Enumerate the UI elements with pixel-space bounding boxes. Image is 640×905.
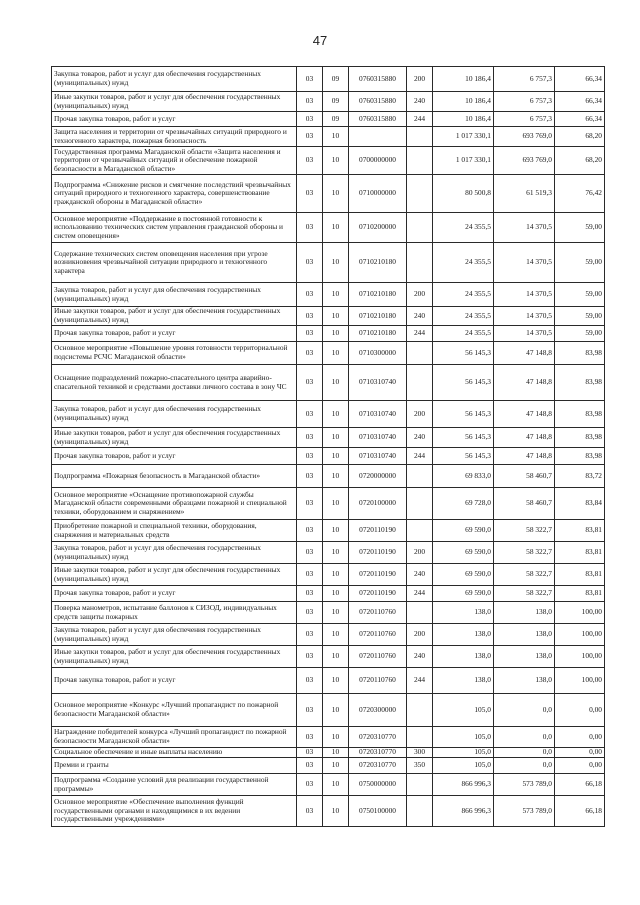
row-planned-amount: 24 355,5 (433, 307, 494, 326)
row-subsection-code: 10 (323, 727, 349, 748)
row-executed-amount: 138,0 (494, 668, 555, 694)
row-executed-amount: 47 148,8 (494, 342, 555, 365)
row-subsection-code: 10 (323, 624, 349, 646)
row-planned-amount: 56 145,3 (433, 448, 494, 465)
row-section-code: 03 (297, 646, 323, 668)
row-section-code: 03 (297, 602, 323, 624)
row-planned-amount: 24 355,5 (433, 243, 494, 283)
row-subsection-code: 10 (323, 243, 349, 283)
row-name: Иные закупки товаров, работ и услуг для обеспечения государственных (муниципальных) нужд (52, 92, 297, 112)
row-subsection-code: 10 (323, 465, 349, 488)
row-subsection-code: 10 (323, 127, 349, 147)
row-planned-amount: 56 145,3 (433, 401, 494, 428)
row-name: Прочая закупка товаров, работ и услуг (52, 668, 297, 694)
row-executed-amount: 61 519,3 (494, 175, 555, 213)
row-expense-type (407, 774, 433, 796)
row-target-article: 0710210180 (349, 283, 407, 307)
row-name: Прочая закупка товаров, работ и услуг (52, 112, 297, 127)
row-section-code: 03 (297, 243, 323, 283)
row-planned-amount: 56 145,3 (433, 428, 494, 448)
row-executed-amount: 138,0 (494, 646, 555, 668)
row-planned-amount: 10 186,4 (433, 92, 494, 112)
row-section-code: 03 (297, 488, 323, 520)
row-execution-percent: 68,20 (555, 147, 605, 175)
table-row (52, 602, 605, 624)
row-expense-type: 240 (407, 646, 433, 668)
table-row (52, 564, 605, 586)
row-planned-amount: 138,0 (433, 624, 494, 646)
row-execution-percent: 0,00 (555, 748, 605, 758)
row-section-code: 03 (297, 428, 323, 448)
row-execution-percent: 66,34 (555, 112, 605, 127)
row-executed-amount: 138,0 (494, 602, 555, 624)
row-execution-percent: 83,98 (555, 365, 605, 401)
row-section-code: 03 (297, 542, 323, 564)
row-executed-amount: 0,0 (494, 748, 555, 758)
row-execution-percent: 59,00 (555, 326, 605, 342)
row-subsection-code: 09 (323, 112, 349, 127)
row-name: Прочая закупка товаров, работ и услуг (52, 326, 297, 342)
row-expense-type (407, 147, 433, 175)
row-target-article: 0720110190 (349, 586, 407, 602)
row-target-article: 0720000000 (349, 465, 407, 488)
row-expense-type (407, 127, 433, 147)
table-row (52, 774, 605, 796)
row-name: Содержание технических систем оповещения населения при угрозе возникновения чрезвычайной ситуации природного и техногенного характера (52, 243, 297, 283)
row-section-code: 03 (297, 112, 323, 127)
table-row (52, 758, 605, 774)
row-planned-amount: 69 833,0 (433, 465, 494, 488)
row-executed-amount: 14 370,5 (494, 213, 555, 243)
row-subsection-code: 10 (323, 213, 349, 243)
row-expense-type: 240 (407, 92, 433, 112)
row-section-code: 03 (297, 67, 323, 92)
row-target-article: 0720310770 (349, 758, 407, 774)
row-expense-type (407, 243, 433, 283)
row-executed-amount: 58 460,7 (494, 488, 555, 520)
table-row (52, 748, 605, 758)
row-target-article: 0710310740 (349, 401, 407, 428)
row-execution-percent: 68,20 (555, 127, 605, 147)
row-executed-amount: 14 370,5 (494, 307, 555, 326)
row-section-code: 03 (297, 465, 323, 488)
row-execution-percent: 100,00 (555, 602, 605, 624)
row-planned-amount: 105,0 (433, 748, 494, 758)
row-target-article: 0750000000 (349, 774, 407, 796)
table-row (52, 448, 605, 465)
row-planned-amount: 138,0 (433, 646, 494, 668)
row-expense-type (407, 520, 433, 542)
row-executed-amount: 138,0 (494, 624, 555, 646)
table-row (52, 112, 605, 127)
row-expense-type: 244 (407, 448, 433, 465)
row-target-article: 0710000000 (349, 175, 407, 213)
row-executed-amount: 573 789,0 (494, 774, 555, 796)
table-row (52, 520, 605, 542)
row-execution-percent: 83,72 (555, 465, 605, 488)
row-subsection-code: 10 (323, 307, 349, 326)
row-section-code: 03 (297, 727, 323, 748)
row-expense-type (407, 342, 433, 365)
row-executed-amount: 58 322,7 (494, 586, 555, 602)
row-planned-amount: 69 590,0 (433, 564, 494, 586)
row-target-article: 0720310770 (349, 748, 407, 758)
row-executed-amount: 47 148,8 (494, 428, 555, 448)
row-target-article: 0710300000 (349, 342, 407, 365)
row-execution-percent: 100,00 (555, 646, 605, 668)
row-subsection-code: 10 (323, 586, 349, 602)
row-name: Прочая закупка товаров, работ и услуг (52, 586, 297, 602)
table-row (52, 326, 605, 342)
row-expense-type: 350 (407, 758, 433, 774)
row-target-article: 0700000000 (349, 147, 407, 175)
row-name: Государственная программа Магаданской области «Защита населения и территории от чрезвычайных ситуаций и обеспечение пожарной безопасности в Магаданской области» (52, 147, 297, 175)
table-row (52, 307, 605, 326)
table-row (52, 694, 605, 727)
row-planned-amount: 10 186,4 (433, 67, 494, 92)
row-subsection-code: 09 (323, 92, 349, 112)
row-name: Основное мероприятие «Оснащение противопожарной службы Магаданской области современными образцами пожарной и специальной техники, оборудованием и снаряжением» (52, 488, 297, 520)
row-name: Основное мероприятие «Повышение уровня готовности территориальной подсистемы РСЧС Магаданской области» (52, 342, 297, 365)
row-expense-type: 200 (407, 542, 433, 564)
row-expense-type (407, 213, 433, 243)
table-row (52, 365, 605, 401)
row-section-code: 03 (297, 624, 323, 646)
row-subsection-code: 10 (323, 342, 349, 365)
row-name: Приобретение пожарной и специальной техники, оборудования, снаряжения и материальных средств (52, 520, 297, 542)
row-planned-amount: 10 186,4 (433, 112, 494, 127)
row-section-code: 03 (297, 365, 323, 401)
row-target-article: 0710310740 (349, 365, 407, 401)
row-name: Основное мероприятие «Конкурс «Лучший пропагандист по пожарной безопасности Магаданской области» (52, 694, 297, 727)
row-section-code: 03 (297, 307, 323, 326)
row-planned-amount: 105,0 (433, 758, 494, 774)
row-target-article: 0720110190 (349, 520, 407, 542)
row-subsection-code: 10 (323, 488, 349, 520)
row-expense-type: 200 (407, 401, 433, 428)
row-section-code: 03 (297, 326, 323, 342)
row-planned-amount: 24 355,5 (433, 283, 494, 307)
row-name: Награждение победителей конкурса «Лучший пропагандист по пожарной безопасности Магаданской области» (52, 727, 297, 748)
row-planned-amount: 1 017 330,1 (433, 147, 494, 175)
row-name: Основное мероприятие «Поддержание в постоянной готовности к использованию технических систем управления гражданской обороны и систем оповещения» (52, 213, 297, 243)
row-name: Социальное обеспечение и иные выплаты населению (52, 748, 297, 758)
table-row (52, 646, 605, 668)
row-executed-amount: 58 322,7 (494, 542, 555, 564)
page-number: 47 (312, 33, 328, 48)
table-row (52, 92, 605, 112)
row-section-code: 03 (297, 147, 323, 175)
row-subsection-code: 10 (323, 326, 349, 342)
row-execution-percent: 59,00 (555, 307, 605, 326)
table-row (52, 796, 605, 827)
row-target-article: 0720300000 (349, 694, 407, 727)
row-section-code: 03 (297, 668, 323, 694)
row-subsection-code: 10 (323, 283, 349, 307)
row-expense-type (407, 488, 433, 520)
table-body (52, 67, 605, 827)
row-subsection-code: 10 (323, 542, 349, 564)
row-planned-amount: 24 355,5 (433, 326, 494, 342)
row-execution-percent: 83,81 (555, 542, 605, 564)
row-executed-amount: 47 148,8 (494, 448, 555, 465)
row-subsection-code: 10 (323, 147, 349, 175)
row-execution-percent: 66,34 (555, 92, 605, 112)
row-section-code: 03 (297, 342, 323, 365)
row-execution-percent: 0,00 (555, 758, 605, 774)
row-section-code: 03 (297, 175, 323, 213)
row-expense-type: 300 (407, 748, 433, 758)
row-expense-type: 240 (407, 428, 433, 448)
row-subsection-code: 10 (323, 448, 349, 465)
row-executed-amount: 6 757,3 (494, 112, 555, 127)
table-row (52, 465, 605, 488)
row-execution-percent: 66,34 (555, 67, 605, 92)
row-execution-percent: 83,81 (555, 586, 605, 602)
row-expense-type (407, 796, 433, 827)
table-row (52, 342, 605, 365)
table-row (52, 668, 605, 694)
row-subsection-code: 10 (323, 694, 349, 727)
table-row (52, 67, 605, 92)
row-section-code: 03 (297, 401, 323, 428)
row-name: Подпрограмма «Снижение рисков и смягчение последствий чрезвычайных ситуаций природного и техногенного характера, совершенствование гражданской обороны в Магаданской области» (52, 175, 297, 213)
row-executed-amount: 14 370,5 (494, 243, 555, 283)
row-expense-type: 200 (407, 283, 433, 307)
table-row (52, 401, 605, 428)
table-row (52, 175, 605, 213)
row-name: Подпрограмма «Пожарная безопасность в Магаданской области» (52, 465, 297, 488)
row-subsection-code: 10 (323, 428, 349, 448)
table-row (52, 488, 605, 520)
table-row (52, 283, 605, 307)
row-name: Премии и гранты (52, 758, 297, 774)
row-target-article: 0710210180 (349, 326, 407, 342)
row-subsection-code: 10 (323, 668, 349, 694)
row-planned-amount: 866 996,3 (433, 774, 494, 796)
row-execution-percent: 83,84 (555, 488, 605, 520)
row-section-code: 03 (297, 448, 323, 465)
row-section-code: 03 (297, 694, 323, 727)
table-row (52, 127, 605, 147)
row-expense-type: 244 (407, 668, 433, 694)
row-executed-amount: 47 148,8 (494, 401, 555, 428)
row-expense-type: 240 (407, 564, 433, 586)
row-target-article: 0720310770 (349, 727, 407, 748)
row-expense-type (407, 365, 433, 401)
row-executed-amount: 693 769,0 (494, 147, 555, 175)
row-target-article: 0710200000 (349, 213, 407, 243)
row-execution-percent: 83,98 (555, 401, 605, 428)
row-target-article: 0710210180 (349, 307, 407, 326)
row-executed-amount: 47 148,8 (494, 365, 555, 401)
row-name: Иные закупки товаров, работ и услуг для обеспечения государственных (муниципальных) нужд (52, 646, 297, 668)
row-target-article: 0760315880 (349, 92, 407, 112)
row-section-code: 03 (297, 92, 323, 112)
row-target-article: 0720110190 (349, 564, 407, 586)
row-executed-amount: 0,0 (494, 694, 555, 727)
row-execution-percent: 59,00 (555, 283, 605, 307)
row-name: Поверка манометров, испытание баллонов к СИЗОД, индивидуальных средств защиты пожарных (52, 602, 297, 624)
row-target-article: 0720110190 (349, 542, 407, 564)
row-target-article: 0720100000 (349, 488, 407, 520)
row-executed-amount: 0,0 (494, 727, 555, 748)
row-name: Прочая закупка товаров, работ и услуг (52, 448, 297, 465)
row-planned-amount: 866 996,3 (433, 796, 494, 827)
row-expense-type: 244 (407, 326, 433, 342)
row-target-article (349, 127, 407, 147)
row-section-code: 03 (297, 748, 323, 758)
row-expense-type: 244 (407, 586, 433, 602)
row-target-article: 0710310740 (349, 428, 407, 448)
row-section-code: 03 (297, 758, 323, 774)
row-execution-percent: 0,00 (555, 727, 605, 748)
row-name: Закупка товаров, работ и услуг для обеспечения государственных (муниципальных) нужд (52, 67, 297, 92)
row-execution-percent: 0,00 (555, 694, 605, 727)
row-planned-amount: 138,0 (433, 668, 494, 694)
row-execution-percent: 83,81 (555, 520, 605, 542)
row-target-article: 0710310740 (349, 448, 407, 465)
row-expense-type: 244 (407, 112, 433, 127)
row-execution-percent: 100,00 (555, 668, 605, 694)
table-row (52, 428, 605, 448)
row-executed-amount: 6 757,3 (494, 67, 555, 92)
row-subsection-code: 10 (323, 758, 349, 774)
row-target-article: 0720110760 (349, 624, 407, 646)
row-execution-percent: 100,00 (555, 624, 605, 646)
budget-execution-table (51, 66, 605, 827)
row-planned-amount: 1 017 330,1 (433, 127, 494, 147)
row-execution-percent: 66,18 (555, 774, 605, 796)
table-row (52, 624, 605, 646)
row-executed-amount: 14 370,5 (494, 326, 555, 342)
row-planned-amount: 56 145,3 (433, 365, 494, 401)
row-planned-amount: 69 590,0 (433, 586, 494, 602)
row-execution-percent: 83,98 (555, 342, 605, 365)
row-executed-amount: 14 370,5 (494, 283, 555, 307)
row-planned-amount: 105,0 (433, 694, 494, 727)
row-target-article: 0710210180 (349, 243, 407, 283)
row-planned-amount: 69 590,0 (433, 520, 494, 542)
row-expense-type: 240 (407, 307, 433, 326)
row-planned-amount: 56 145,3 (433, 342, 494, 365)
row-expense-type (407, 602, 433, 624)
row-subsection-code: 09 (323, 67, 349, 92)
row-executed-amount: 693 769,0 (494, 127, 555, 147)
row-name: Иные закупки товаров, работ и услуг для обеспечения государственных (муниципальных) нужд (52, 307, 297, 326)
row-subsection-code: 10 (323, 774, 349, 796)
row-execution-percent: 83,98 (555, 448, 605, 465)
row-name: Защита населения и территории от чрезвычайных ситуаций природного и техногенного характера, пожарная безопасность (52, 127, 297, 147)
row-subsection-code: 10 (323, 646, 349, 668)
row-target-article: 0720110760 (349, 668, 407, 694)
row-subsection-code: 10 (323, 564, 349, 586)
row-executed-amount: 0,0 (494, 758, 555, 774)
row-execution-percent: 76,42 (555, 175, 605, 213)
row-expense-type (407, 727, 433, 748)
row-execution-percent: 83,81 (555, 564, 605, 586)
row-target-article: 0760315880 (349, 67, 407, 92)
row-section-code: 03 (297, 520, 323, 542)
row-section-code: 03 (297, 586, 323, 602)
row-executed-amount: 573 789,0 (494, 796, 555, 827)
row-executed-amount: 58 322,7 (494, 564, 555, 586)
row-subsection-code: 10 (323, 796, 349, 827)
row-name: Оснащение подразделений пожарно-спасательного центра аварийно-спасательной техникой и средствами доставки личного состава в зону ЧС (52, 365, 297, 401)
row-executed-amount: 6 757,3 (494, 92, 555, 112)
table-row (52, 586, 605, 602)
row-section-code: 03 (297, 127, 323, 147)
row-expense-type (407, 465, 433, 488)
table-row (52, 243, 605, 283)
table-row (52, 213, 605, 243)
row-section-code: 03 (297, 564, 323, 586)
row-name: Подпрограмма «Создание условий для реализации государственной программы» (52, 774, 297, 796)
row-execution-percent: 66,18 (555, 796, 605, 827)
row-section-code: 03 (297, 283, 323, 307)
row-section-code: 03 (297, 796, 323, 827)
table-row (52, 542, 605, 564)
row-expense-type: 200 (407, 624, 433, 646)
row-subsection-code: 10 (323, 520, 349, 542)
row-subsection-code: 10 (323, 748, 349, 758)
row-name: Закупка товаров, работ и услуг для обеспечения государственных (муниципальных) нужд (52, 624, 297, 646)
row-target-article: 0720110760 (349, 602, 407, 624)
row-execution-percent: 59,00 (555, 213, 605, 243)
row-target-article: 0720110760 (349, 646, 407, 668)
row-expense-type: 200 (407, 67, 433, 92)
row-subsection-code: 10 (323, 401, 349, 428)
row-subsection-code: 10 (323, 602, 349, 624)
row-subsection-code: 10 (323, 365, 349, 401)
row-planned-amount: 69 728,0 (433, 488, 494, 520)
row-planned-amount: 105,0 (433, 727, 494, 748)
row-section-code: 03 (297, 213, 323, 243)
table-row (52, 727, 605, 748)
row-executed-amount: 58 322,7 (494, 520, 555, 542)
row-name: Закупка товаров, работ и услуг для обеспечения государственных (муниципальных) нужд (52, 283, 297, 307)
row-execution-percent: 59,00 (555, 243, 605, 283)
row-section-code: 03 (297, 774, 323, 796)
row-planned-amount: 80 500,8 (433, 175, 494, 213)
row-planned-amount: 24 355,5 (433, 213, 494, 243)
row-subsection-code: 10 (323, 175, 349, 213)
row-name: Иные закупки товаров, работ и услуг для обеспечения государственных (муниципальных) нужд (52, 428, 297, 448)
row-name: Закупка товаров, работ и услуг для обеспечения государственных (муниципальных) нужд (52, 401, 297, 428)
row-name: Закупка товаров, работ и услуг для обеспечения государственных (муниципальных) нужд (52, 542, 297, 564)
row-name: Основное мероприятие «Обеспечение выполнения функций государственными органами и находящимися в их ведении государственными учреждениями» (52, 796, 297, 827)
table-row (52, 147, 605, 175)
row-expense-type (407, 175, 433, 213)
row-planned-amount: 69 590,0 (433, 542, 494, 564)
row-target-article: 0760315880 (349, 112, 407, 127)
row-execution-percent: 83,98 (555, 428, 605, 448)
row-name: Иные закупки товаров, работ и услуг для обеспечения государственных (муниципальных) нужд (52, 564, 297, 586)
row-planned-amount: 138,0 (433, 602, 494, 624)
row-executed-amount: 58 460,7 (494, 465, 555, 488)
row-expense-type (407, 694, 433, 727)
row-target-article: 0750100000 (349, 796, 407, 827)
